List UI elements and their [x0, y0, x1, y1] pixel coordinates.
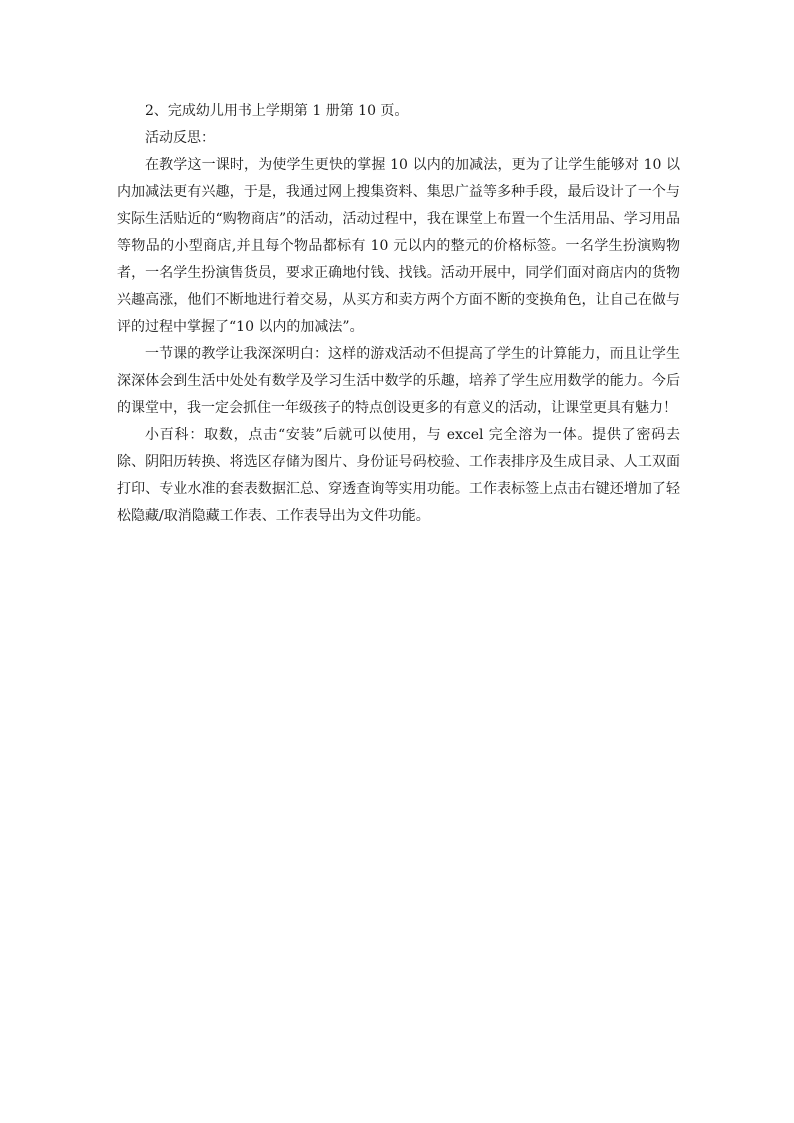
reflection-paragraph: 在教学这一课时，为使学生更快的掌握 10 以内的加减法，更为了让学生能够对 10 以内加减法更有兴趣，于是，我通过网上搜集资料、集思广益等多种手段，最后设计了一个与实际生活贴近的“购物商店”的活动，活动过程中，我在课堂上布置一个生活用品、学习用品等物品的小型商店,并且每个物品都标有 10 元以内的整元的价格标签。一名学生扮演购物者，一名学生扮演售货员，要求正确地付钱、找钱。活动开展中，同学们面对商店内的货物兴趣高涨，他们不断地进行着交易，从买方和卖方两个方面不断的变换角色，让自己在做与评的过程中掌握了“10 以内的加减法”。	[117, 157, 680, 335]
task-item-paragraph: 2、完成幼儿用书上学期第 1 册第 10 页。	[145, 103, 409, 119]
document-body	[117, 98, 680, 530]
encyclopedia-paragraph: 小百科：取数，点击“安装”后就可以使用，与 excel 完全溶为一体。提供了密码去除、阴阳历转换、将选区存储为图片、身份证号码校验、工作表排序及生成目录、人工双面打印、专业水准的套表数据汇总、穿透查询等实用功能。工作表标签上点击右键还增加了轻松隐藏/取消隐藏工作表、工作表导出为文件功能。	[117, 427, 680, 524]
conclusion-paragraph: 一节课的教学让我深深明白：这样的游戏活动不但提高了学生的计算能力，而且让学生深深体会到生活中处处有数学及学习生活中数学的乐趣，培养了学生应用数学的能力。今后的课堂中，我一定会抓住一年级孩子的特点创设更多的有意义的活动，让课堂更具有魅力！	[117, 346, 680, 416]
reflection-heading: 活动反思：	[145, 130, 215, 146]
